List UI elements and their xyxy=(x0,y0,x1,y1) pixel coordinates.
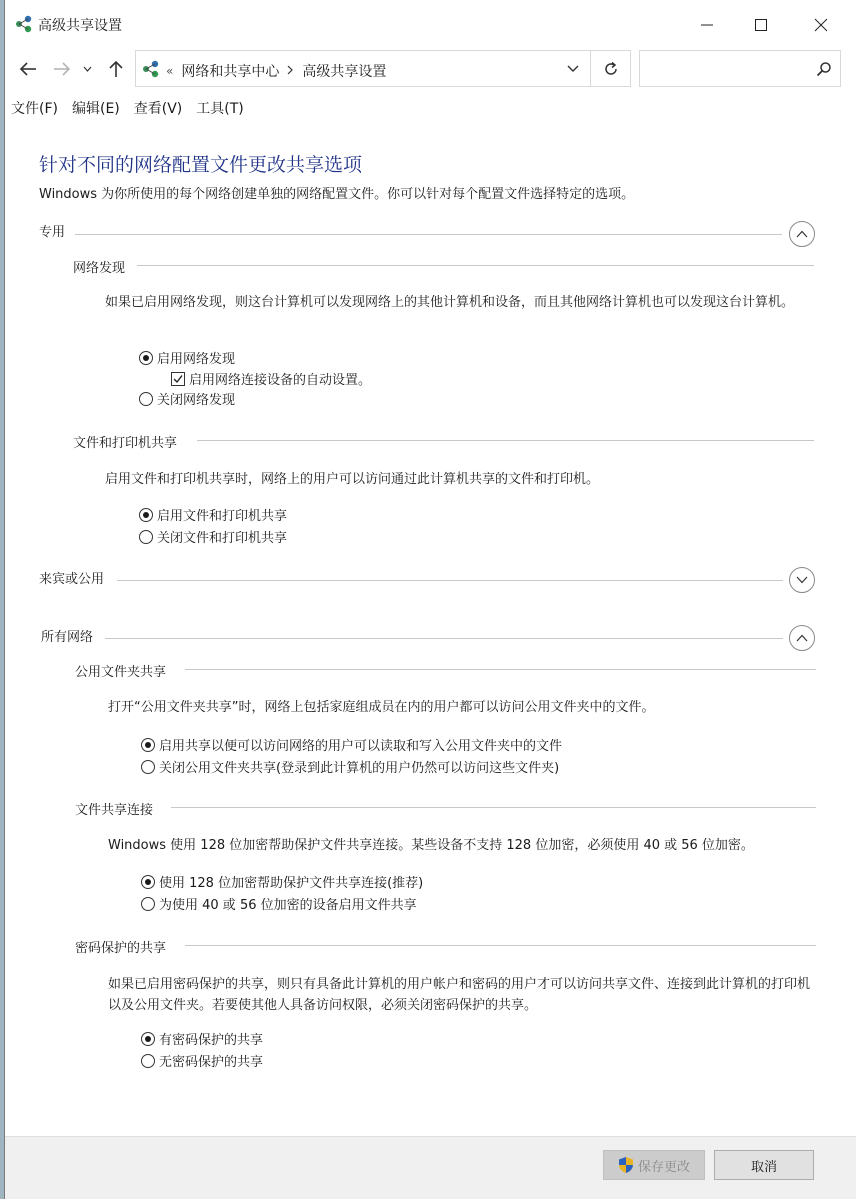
radio-unselected-icon xyxy=(141,897,155,911)
window xyxy=(4,0,856,1199)
menu-bar xyxy=(5,94,252,120)
chevron-down-icon xyxy=(796,576,808,584)
password-protected-sharing-label: 密码保护的共享 xyxy=(75,941,167,956)
collapse-all-networks-button[interactable] xyxy=(789,625,815,651)
address-dropdown-button[interactable] xyxy=(556,51,590,86)
maximize-icon xyxy=(754,18,768,32)
checkbox-label: 启用网络连接设备的自动设置。 xyxy=(189,373,372,388)
forward-button[interactable] xyxy=(49,56,75,82)
search-icon[interactable] xyxy=(816,61,832,77)
maximize-button[interactable] xyxy=(731,0,791,50)
save-changes-label: 保存更改 xyxy=(637,1159,690,1175)
save-changes-button[interactable] xyxy=(603,1150,705,1180)
back-button[interactable] xyxy=(15,56,41,82)
page-description: Windows 为你所使用的每个网络创建单独的网络配置文件。你可以针对每个配置文件选择特定的选项。 xyxy=(39,187,635,202)
chevron-up-icon xyxy=(796,634,808,642)
radio-label: 关闭文件和打印机共享 xyxy=(157,531,288,546)
radio-label: 为使用 40 或 56 位加密的设备启用文件共享 xyxy=(159,898,417,913)
password-protected-sharing-description: 如果已启用密码保护的共享，则只有具备此计算机的用户帐户和密码的用户才可以访问共享文件、连接到此计算机的打印机以及公用文件夹。若要使其他人具备访问权限，必须关闭密码保护的共享。 xyxy=(108,977,811,1013)
navigation-bar xyxy=(5,50,856,90)
radio-selected-icon xyxy=(139,351,153,365)
minimize-icon xyxy=(700,18,714,32)
radio-unselected-icon xyxy=(141,1054,155,1068)
radio-public-folder-on[interactable] xyxy=(141,735,562,754)
radio-network-discovery-off[interactable] xyxy=(139,389,235,408)
radio-unselected-icon xyxy=(139,392,153,406)
footer xyxy=(5,1136,856,1199)
address-bar[interactable] xyxy=(135,50,631,87)
radio-40-56bit-encryption[interactable] xyxy=(141,894,417,913)
radio-label: 启用共享以便可以访问网络的用户可以读取和写入公用文件夹中的文件 xyxy=(159,739,563,754)
public-folder-sharing-label: 公用文件夹共享 xyxy=(75,665,167,680)
public-folder-sharing-description: 打开“公用文件夹共享”时，网络上包括家庭组成员在内的用户都可以访问公用文件夹中的文件。 xyxy=(108,700,655,715)
section-guest-label: 来宾或公用 xyxy=(39,572,105,587)
section-private-label: 专用 xyxy=(39,225,66,240)
close-button[interactable] xyxy=(791,0,851,50)
radio-label: 无密码保护的共享 xyxy=(159,1055,264,1070)
network-sharing-icon xyxy=(15,14,35,34)
chevron-down-icon xyxy=(83,66,92,72)
up-button[interactable] xyxy=(103,56,129,82)
breadcrumb-separator-icon xyxy=(287,63,294,79)
content-area xyxy=(5,120,856,1136)
radio-selected-icon xyxy=(139,508,153,522)
menu-tools[interactable]: 工具(T) xyxy=(196,101,244,117)
section-all-networks-header[interactable] xyxy=(41,626,93,645)
recent-locations-button[interactable] xyxy=(79,56,95,82)
close-icon xyxy=(814,18,828,32)
radio-unselected-icon xyxy=(139,530,153,544)
divider xyxy=(185,945,816,946)
radio-label: 启用文件和打印机共享 xyxy=(157,509,288,524)
cancel-label: 取消 xyxy=(750,1159,777,1175)
refresh-icon xyxy=(603,61,619,77)
radio-selected-icon xyxy=(141,1032,155,1046)
radio-selected-icon xyxy=(141,875,155,889)
divider xyxy=(137,265,814,266)
radio-network-discovery-on[interactable] xyxy=(139,348,235,367)
radio-file-printer-off[interactable] xyxy=(139,527,287,546)
breadcrumb-network-center[interactable]: 网络和共享中心 xyxy=(181,64,280,80)
divider xyxy=(117,580,783,581)
search-box[interactable] xyxy=(639,50,841,87)
chevron-up-icon xyxy=(796,230,808,238)
radio-label: 有密码保护的共享 xyxy=(159,1033,264,1048)
radio-unselected-icon xyxy=(141,760,155,774)
divider xyxy=(197,440,814,441)
chevron-down-icon xyxy=(567,65,579,73)
collapse-private-button[interactable] xyxy=(789,221,815,247)
expand-guest-button[interactable] xyxy=(789,567,815,593)
file-sharing-connections-label: 文件共享连接 xyxy=(75,803,154,818)
network-discovery-label: 网络发现 xyxy=(73,261,126,276)
divider xyxy=(185,669,816,670)
section-guest-header[interactable] xyxy=(39,568,104,587)
arrow-right-icon xyxy=(53,62,71,76)
radio-file-printer-on[interactable] xyxy=(139,505,287,524)
uac-shield-icon xyxy=(618,1156,634,1174)
file-sharing-connections-description: Windows 使用 128 位加密帮助保护文件共享连接。某些设备不支持 128 位加密，必须使用 40 或 56 位加密。 xyxy=(108,838,754,853)
section-all-networks-label: 所有网络 xyxy=(41,630,94,645)
radio-public-folder-off[interactable] xyxy=(141,757,559,776)
file-printer-sharing-description: 启用文件和打印机共享时，网络上的用户可以访问通过此计算机共享的文件和打印机。 xyxy=(105,472,600,487)
minimize-button[interactable] xyxy=(677,0,737,50)
search-input[interactable] xyxy=(648,59,808,79)
radio-128bit-encryption[interactable] xyxy=(141,872,423,891)
divider xyxy=(75,234,782,235)
divider xyxy=(171,807,816,808)
menu-edit[interactable]: 编辑(E) xyxy=(71,101,120,117)
radio-selected-icon xyxy=(141,738,155,752)
radio-label: 使用 128 位加密帮助保护文件共享连接(推荐) xyxy=(159,876,424,891)
network-sharing-icon xyxy=(142,59,162,79)
cancel-button[interactable] xyxy=(714,1150,814,1180)
radio-password-on[interactable] xyxy=(141,1029,263,1048)
checkbox-checked-icon xyxy=(171,372,185,386)
arrow-left-icon xyxy=(19,62,37,76)
checkbox-auto-setup[interactable] xyxy=(171,369,371,388)
network-discovery-description: 如果已启用网络发现，则这台计算机可以发现网络上的其他计算机和设备，而且其他网络计算机也可以发现这台计算机。 xyxy=(105,295,795,310)
title-bar xyxy=(5,0,856,50)
breadcrumb-advanced-sharing[interactable]: 高级共享设置 xyxy=(302,64,387,80)
section-private-header[interactable] xyxy=(39,221,65,240)
radio-label: 启用网络发现 xyxy=(157,352,236,367)
menu-view[interactable]: 查看(V) xyxy=(133,101,183,117)
refresh-button[interactable] xyxy=(590,51,631,86)
arrow-up-icon xyxy=(109,60,123,78)
radio-label: 关闭网络发现 xyxy=(157,393,236,408)
page-title: 针对不同的网络配置文件更改共享选项 xyxy=(39,154,363,176)
divider xyxy=(105,638,783,639)
window-title: 高级共享设置 xyxy=(38,18,122,34)
breadcrumb-overflow[interactable]: « xyxy=(166,64,174,78)
radio-password-off[interactable] xyxy=(141,1051,263,1070)
menu-file[interactable]: 文件(F) xyxy=(11,101,58,117)
radio-label: 关闭公用文件夹共享(登录到此计算机的用户仍然可以访问这些文件夹) xyxy=(159,761,560,776)
file-printer-sharing-label: 文件和打印机共享 xyxy=(73,436,178,451)
